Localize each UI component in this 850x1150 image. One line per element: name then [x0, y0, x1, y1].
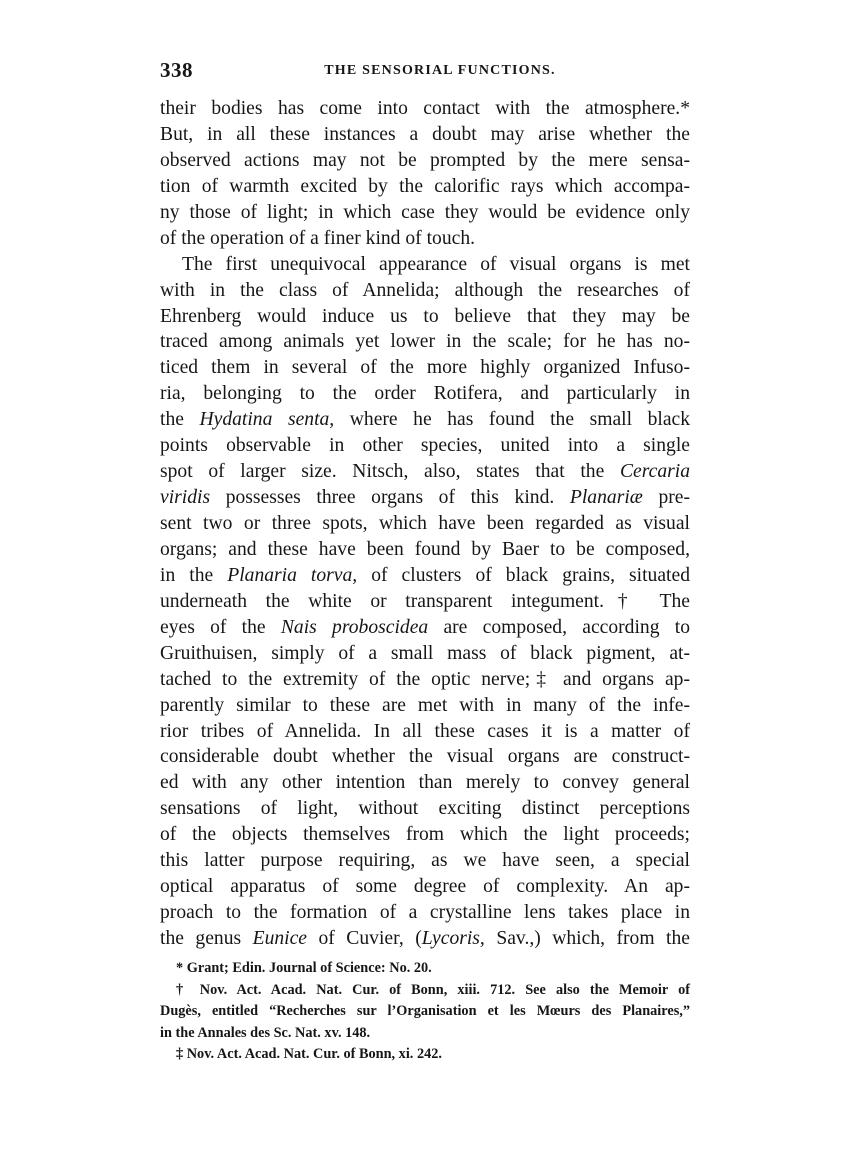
text-line: eyes of the Nais proboscidea are composed, according to — [160, 616, 690, 638]
text-line: ria, belonging to the order Rotifera, and particularly in — [160, 383, 690, 405]
text-line: underneath the white or transparent integument.† The — [160, 590, 690, 612]
text-line: The first unequivocal appearance of visual organs is met — [182, 253, 690, 275]
text-line: the genus Eunice of Cuvier, (Lycoris, Sav.,) which, from the — [160, 928, 690, 949]
text-line: Gruithuisen, simply of a small mass of black pigment, at- — [160, 642, 690, 664]
text-line: tion of warmth excited by the calorific rays which accompa- — [160, 175, 690, 197]
text-line: ed with any other intention than merely to convey general — [160, 772, 690, 794]
text-line: ny those of light; in which case they would be evidence only — [160, 201, 690, 223]
text-line: proach to the formation of a crystalline lens takes place in — [160, 902, 690, 924]
text-line: viridis possesses three organs of this kind. Planariæ pre- — [160, 487, 690, 509]
text-line: optical apparatus of some degree of complexity. An ap- — [160, 876, 690, 898]
text-line: considerable doubt whether the visual organs are construct- — [160, 746, 690, 768]
text-line: Ehrenberg would induce us to believe that they may be — [160, 305, 690, 327]
footnote-line: ‡ Nov. Act. Acad. Nat. Cur. of Bonn, xi. 242. — [176, 1046, 442, 1062]
footnote-line: † Nov. Act. Acad. Nat. Cur. of Bonn, xiii. 712. See also the Memoir of — [176, 981, 690, 998]
text-line: observed actions may not be prompted by the mere sensa- — [160, 149, 690, 171]
text-line: But, in all these instances a doubt may arise whether the — [160, 123, 690, 145]
text-line: sensations of light, without exciting distinct perceptions — [160, 798, 690, 820]
text-line: this latter purpose requiring, as we have seen, a special — [160, 850, 690, 872]
page-header — [160, 58, 690, 88]
text-line: parently similar to these are met with in many of the infe- — [160, 694, 690, 716]
text-line: sent two or three spots, which have been regarded as visual — [160, 513, 690, 534]
text-line: with in the class of Annelida; although the researches of — [160, 279, 690, 301]
text-line: traced among animals yet lower in the scale; for he has no- — [160, 331, 690, 353]
text-line: of the operation of a finer kind of touch. — [160, 227, 476, 249]
text-line: the Hydatina senta, where he has found the small black — [160, 409, 691, 431]
footnotes — [160, 958, 690, 1066]
text-line: their bodies has come into contact with the atmosphere.* — [160, 98, 690, 119]
footnote-line: in the Annales des Sc. Nat. xv. 148. — [160, 1024, 371, 1041]
page-number: 338 — [160, 58, 193, 82]
text-line: of the objects themselves from which the light proceeds; — [160, 824, 690, 846]
text-line: points observable in other species, united into a single — [160, 435, 690, 457]
text-line: organs; and these have been found by Baer to be composed, — [160, 538, 690, 560]
text-line: ticed them in several of the more highly organized Infuso- — [160, 357, 690, 379]
text-line: tached to the extremity of the optic nerve;‡ and organs ap- — [160, 668, 690, 690]
running-head: THE SENSORIAL FUNCTIONS. — [324, 63, 556, 78]
text-line: in the Planaria torva, of clusters of black grains, situated — [160, 564, 690, 586]
footnote-line: * Grant; Edin. Journal of Science: No. 20. — [176, 960, 432, 976]
text-line: spot of larger size. Nitsch, also, states that the Cercaria — [160, 461, 690, 483]
footnote-line: Dugès, entitled “Recherches sur l’Organisation et les Mœurs des Planaires,” — [160, 1003, 690, 1019]
text-line: rior tribes of Annelida. In all these cases it is a matter of — [160, 720, 690, 742]
body-text — [160, 96, 690, 952]
